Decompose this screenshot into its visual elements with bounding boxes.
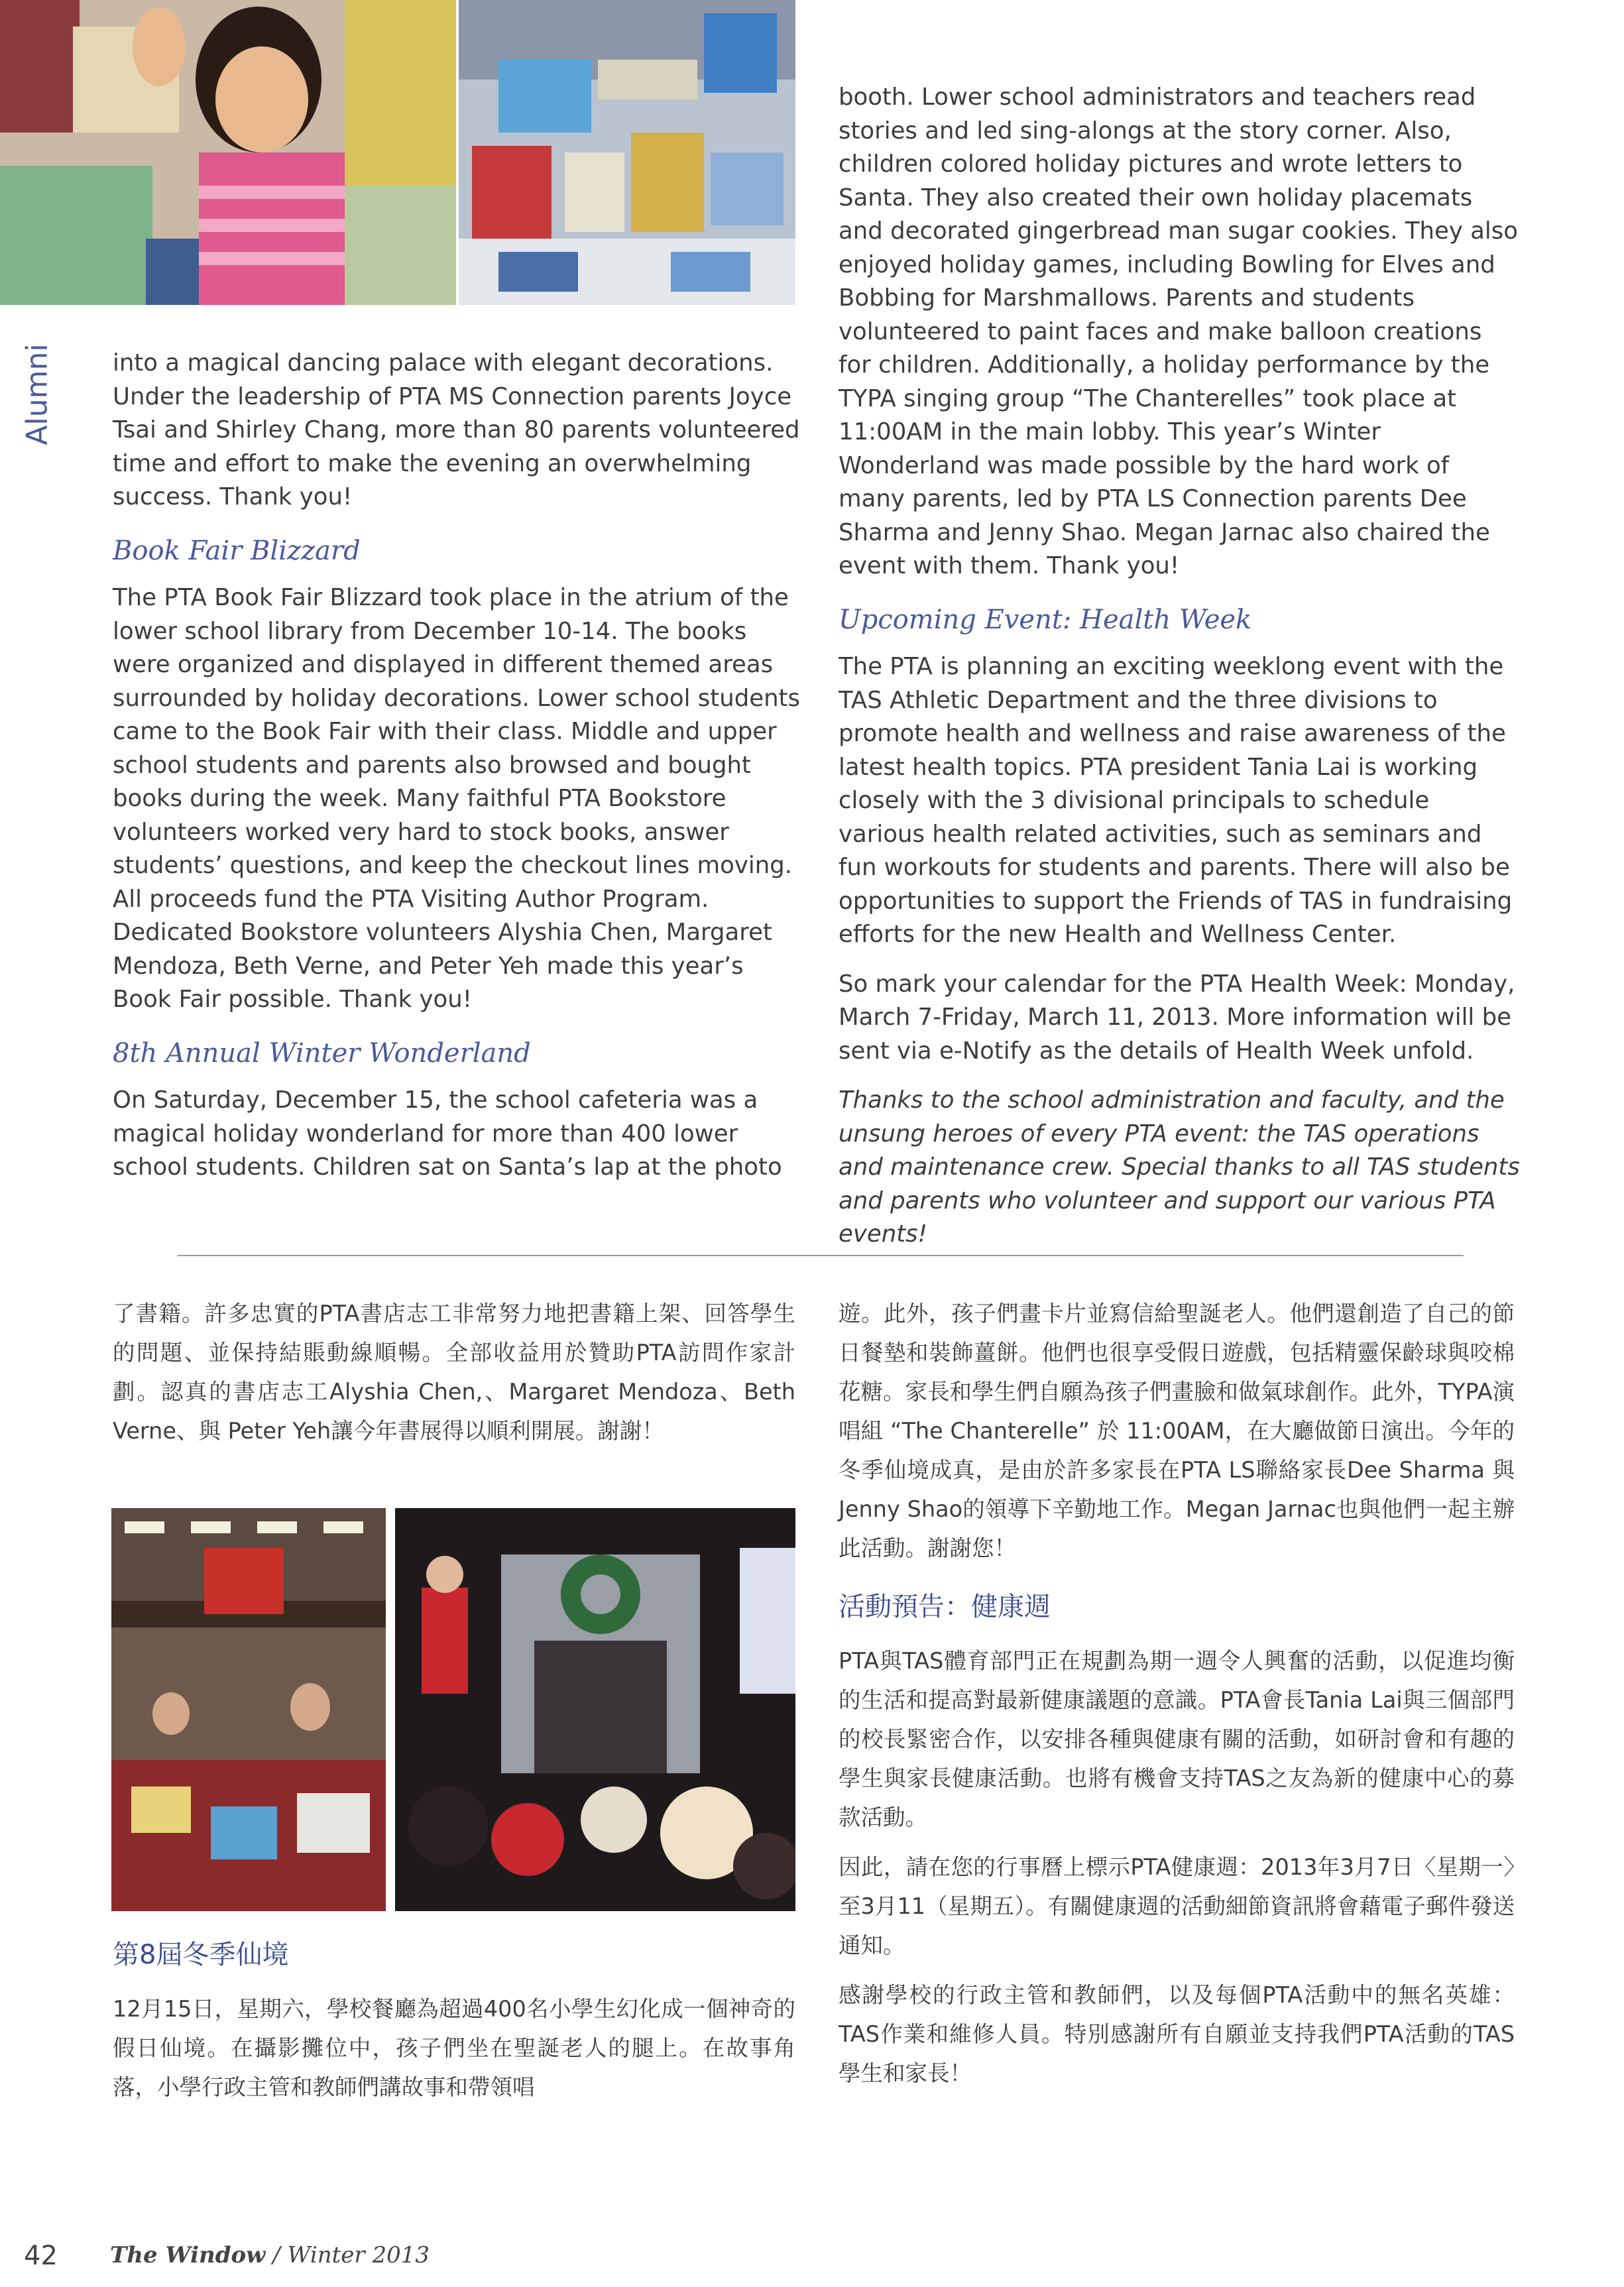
book-fair-heading: Book Fair Blizzard (113, 535, 361, 566)
section-tab-alumni (17, 345, 57, 444)
calendar-paragraph: So mark your calendar for the PTA Health Week: Monday, March 7-Friday, March 11, 2013. More information will be sent via e-Notify as the details of Health Week unfold. (839, 970, 1515, 1065)
intro-paragraph: into a magical dancing palace with elegant decorations. Under the leadership of PTA MS Connection parents Joyce Tsai and Shirley Chang, more than 80 parents volunteered time and effort to make the evening an overwhelming success. Thank you! (113, 349, 800, 510)
winter-wonderland-continuation: booth. Lower school administrators and teachers read stories and led sing-alongs at the story corner. Also, children colored holiday pictures and wrote letters to Santa. They also created their own holiday placemats and decorated gingerbread man sugar cookies. They also enjoyed holiday games, including Bowling for Elves and Bobbing for Marshmallows. Parents and students volunteered to paint faces and make balloon creations for children. Additionally, a holiday performance by the TYPA singing group “The Chanterelles” took place at 11:00AM in the main lobby. This year’s Winter Wonderland was made possible by the hard work of many parents, led by PTA LS Connection parents Dee Sharma and Jenny Shao. Megan Jarnac also chaired the event with them. Thank you! (839, 84, 1518, 579)
chinese-left-lower (113, 1936, 795, 2107)
book-fair-paragraph: The PTA Book Fair Blizzard took place in the atrium of the lower school library from December 10-14. The books were organized and displayed in different themed areas surrounded by holiday decorations. Lower school students came to the Book Fair with their class. Middle and upper school students and parents also browsed and bought books during the week. Many faithful PTA Bookstore volunteers worked very hard to stock books, answer students’ questions, and keep the checkout lines moving. All proceeds fund the PTA Visiting Author Program. Dedicated Bookstore volunteers Alyshia Chen, Margaret Mendoza, Beth Verne, and Peter Yeh made this year’s Book Fair possible. Thank you! (113, 584, 801, 1013)
publication-title: The Window (110, 2242, 266, 2268)
zh-winter-wonderland-paragraph: 12月15日，星期六，學校餐廳為超過400名小學生幻化成一個神奇的假日仙境。在攝影攤位中，孩子們坐在聖誕老人的腿上。在故事角落，小學行政主管和教師們講故事和帶領唱 (113, 1996, 795, 2100)
zh-winter-wonderland-heading: 第8屆冬季仙境 (113, 1940, 289, 1970)
zh-winter-wonderland-continuation: 遊。此外，孩子們畫卡片並寫信給聖誕老人。他們還創造了自己的節日餐墊和裝飾薑餅。他們也很享受假日遊戲，包括精靈保齡球與咬棉花糖。家長和學生們自願為孩子們畫臉和做氣球創作。此外，TYPA演唱組 “The Chanterelle” 於 11:00AM，在大廳做節日演出。今年的冬季仙境成真，是由於許多家長在PTA LS聯絡家長Dee Sharma 與 Jenny Shao的領導下辛勤地工作。Megan Jarnac也與他們一起主辦此活動。謝謝您！ (839, 1301, 1515, 1561)
section-tab-label: Alumni (20, 343, 54, 445)
zh-book-fair-continuation: 了書籍。許多忠實的PTA書店志工非常努力地把書籍上架、回答學生的問題、並保持結賬動線順暢。全部收益用於贊助PTA訪問作家計劃。認真的書店志工Alyshia Chen,、Margaret Mendoza、Beth Verne、與 Peter Yeh讓今年書展得以順利開展。謝謝！ (113, 1301, 795, 1444)
zh-health-week-heading: 活動預告：健康週 (839, 1592, 1051, 1622)
zh-health-week-paragraph: PTA與TAS體育部門正在規劃為期一週令人興奮的活動，以促進均衡的生活和提高對最新健康議題的意識。PTA會長Tania Lai與三個部門的校長緊密合作，以安排各種與健康有關的活動，如研討會和有趣的學生與家長健康活動。也將有機會支持TAS之友為新的健康中心的募款活動。 (839, 1648, 1515, 1830)
photo-santa-story-corner (395, 1508, 795, 1911)
health-week-paragraph: The PTA is planning an exciting weeklong event with the TAS Athletic Department and the three divisions to promote health and wellness and raise awareness of the latest health topics. PTA president Tania Lai is working closely with the 3 divisional principals to schedule various health related activities, such as seminars and fun workouts for students and parents. There will also be opportunities to support the Friends of TAS in fundraising efforts for the new Health and Wellness Center. (839, 653, 1513, 948)
winter-wonderland-paragraph: On Saturday, December 15, the school cafeteria was a magical holiday wonderland for more than 400 lower school students. Children sat on Santa’s lap at the photo (113, 1086, 782, 1181)
zh-thanks-paragraph: 感謝學校的行政主管和教師們，以及每個PTA活動中的無名英雄：TAS作業和維修人員。特別感謝所有自願並支持我們PTA活動的TAS學生和家長！ (839, 1982, 1515, 2086)
photo-book-display (459, 0, 795, 305)
photo-girl-book-fair (0, 0, 456, 305)
chinese-right-column (839, 1294, 1515, 2093)
english-right-column (839, 81, 1521, 1252)
english-left-column (113, 347, 802, 1185)
page-number: 42 (24, 2241, 58, 2271)
language-divider (178, 1255, 1464, 1256)
zh-calendar-paragraph: 因此，請在您的行事曆上標示PTA健康週：2013年3月7日〈星期一〉至3月11（星期五）。有關健康週的活動細節資訊將會藉電子郵件發送通知。 (839, 1854, 1515, 1958)
publication-footer (110, 2242, 430, 2268)
thanks-paragraph: Thanks to the school administration and faculty, and the unsung heroes of every PTA event: the TAS operations and maintenance crew. Special thanks to all TAS students and parents who volunteer and support our various PTA events! (839, 1086, 1520, 1248)
publication-issue: / Winter 2013 (265, 2242, 430, 2268)
health-week-heading: Upcoming Event: Health Week (839, 604, 1252, 635)
winter-wonderland-heading: 8th Annual Winter Wonderland (113, 1037, 531, 1069)
photo-cafeteria-crafts (111, 1508, 386, 1911)
chinese-left-column (113, 1294, 795, 1450)
